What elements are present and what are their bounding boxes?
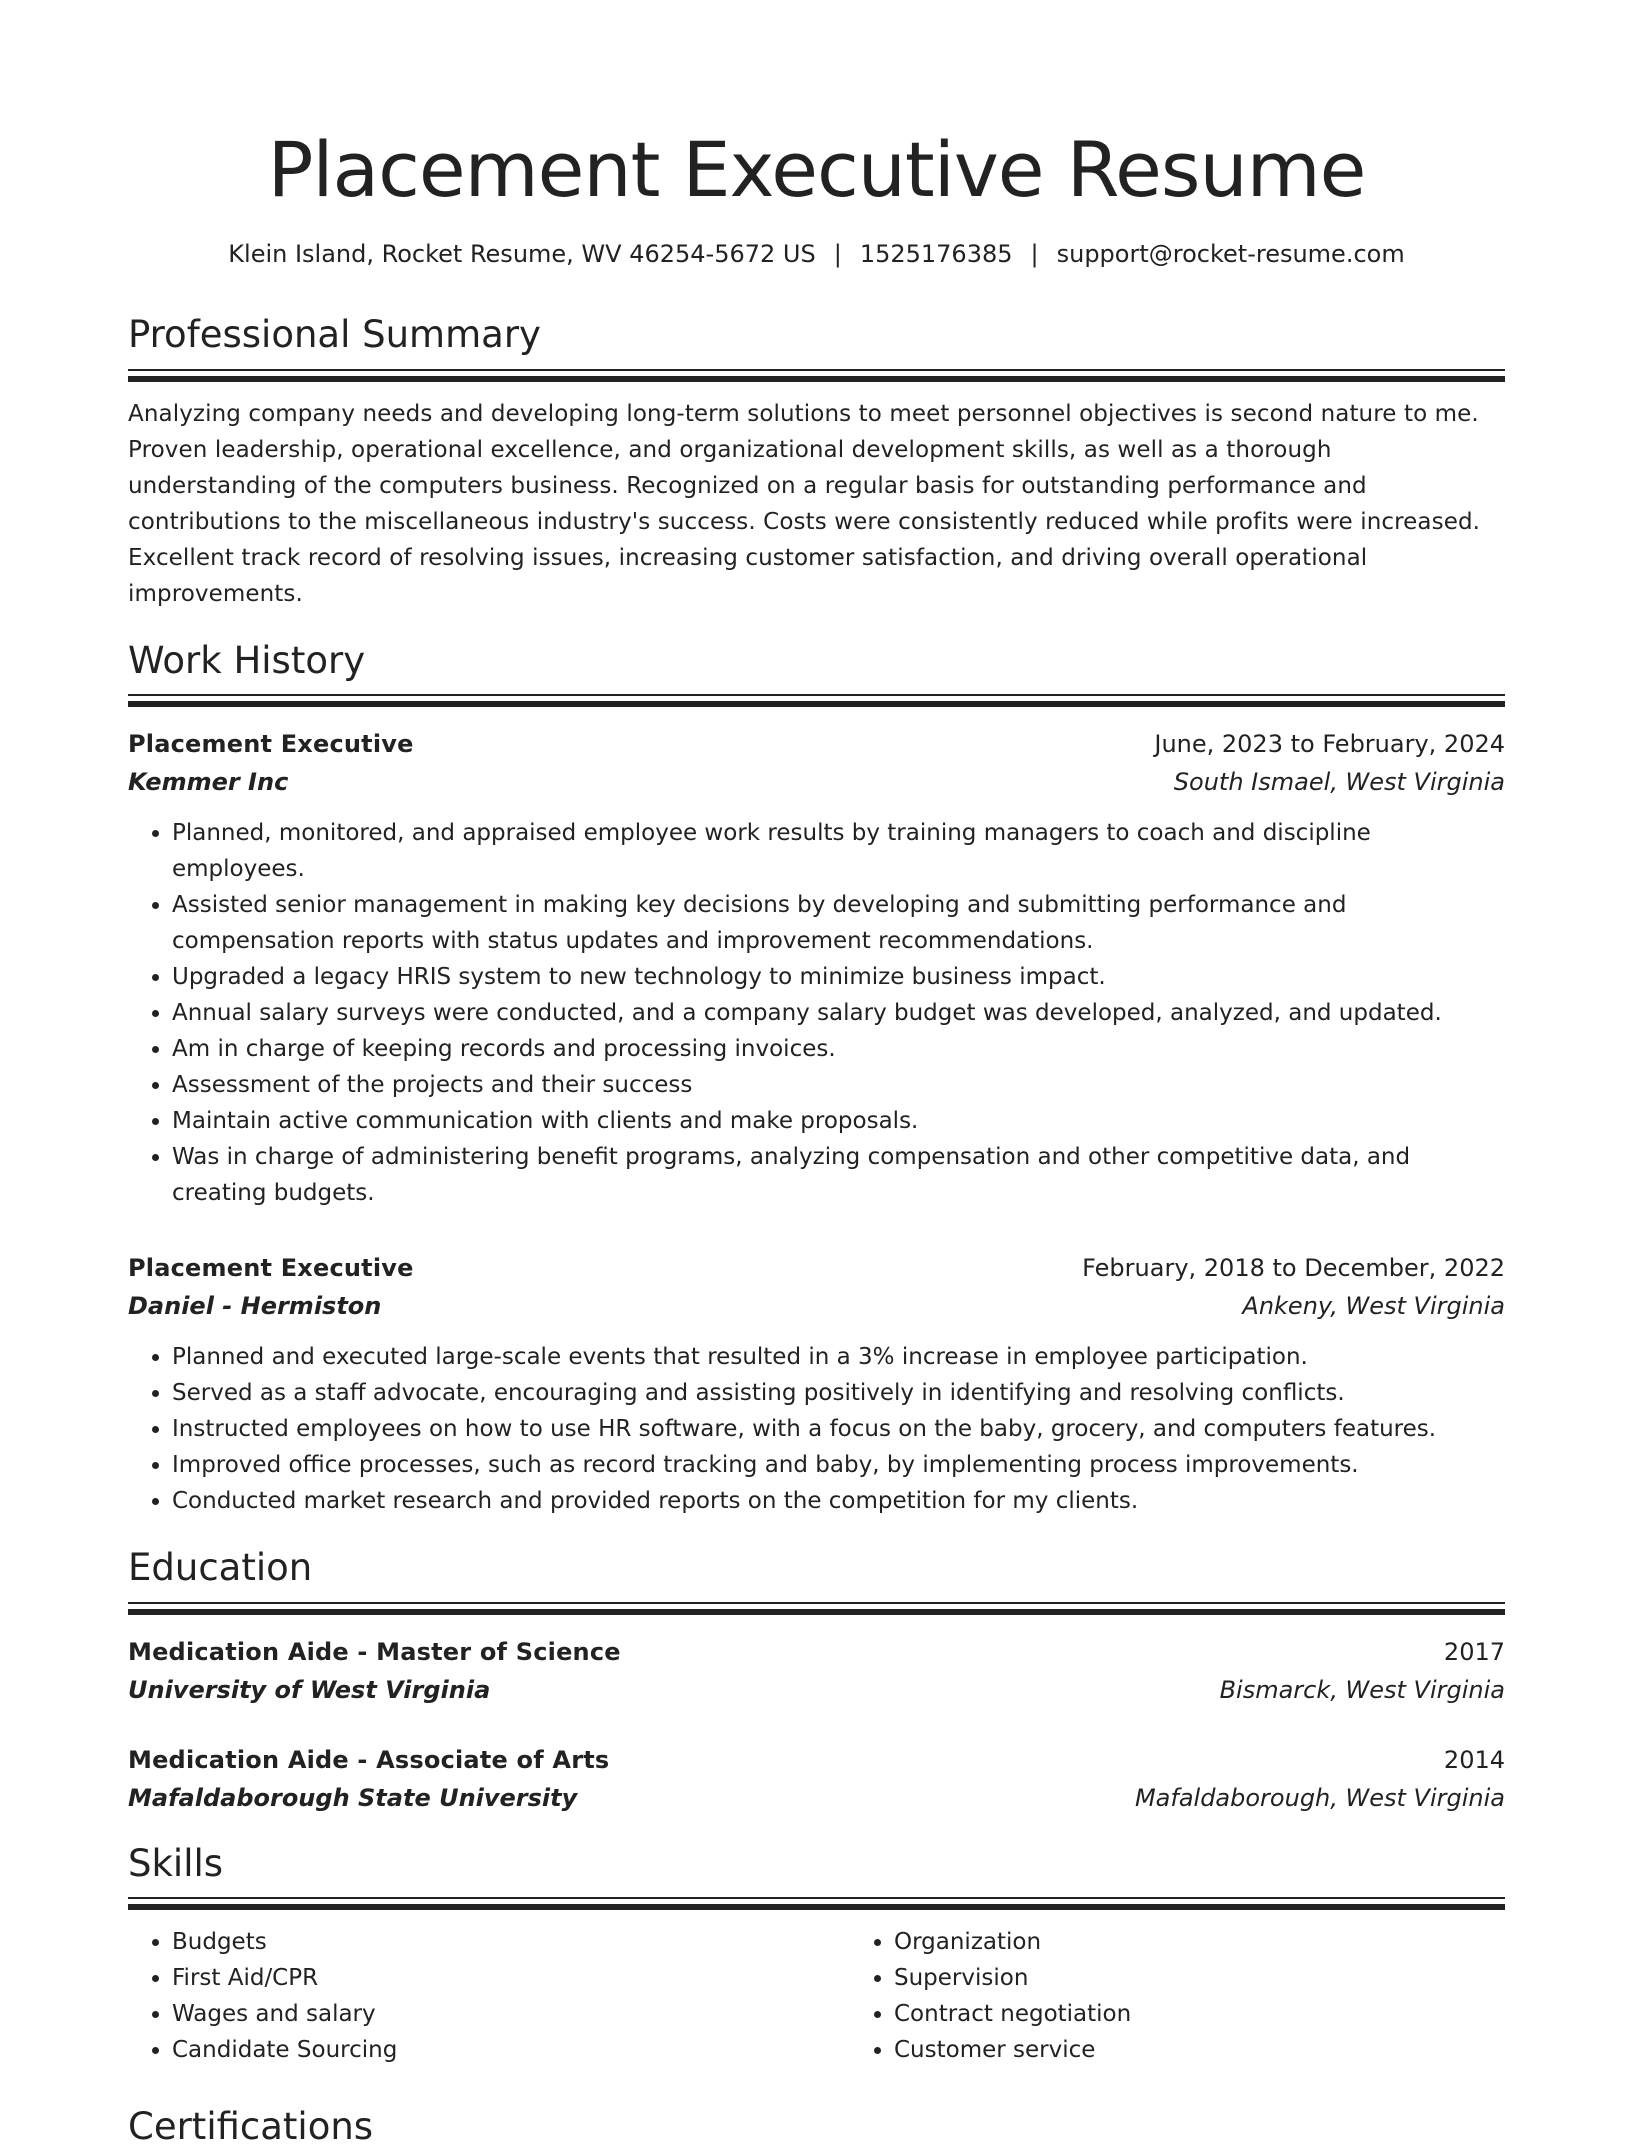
job-entry	[128, 725, 1505, 1211]
work-history-section	[128, 640, 1505, 1520]
job-dates: February, 2018 to December, 2022	[1082, 1254, 1505, 1283]
job-bullet: • Was in charge of administering benefit programs, analyzing compensation and other competitive data, and creating budgets.	[172, 1139, 1505, 1211]
education-degree: Medication Aide - Master of Science	[128, 1637, 621, 1666]
contact-separator: |	[1030, 240, 1039, 268]
education-school-row	[128, 1671, 1505, 1709]
resume-title: Placement Executive Resume	[267, 125, 1366, 214]
summary-section	[128, 314, 1505, 612]
job-bullet: • Planned and executed large-scale events that resulted in a 3% increase in employee participation.	[172, 1339, 1505, 1375]
education-header-row	[128, 1741, 1505, 1779]
education-location: Bismarck, West Virginia	[1219, 1675, 1505, 1704]
skill-item: • Organization	[894, 1924, 1505, 1960]
section-rule	[128, 1897, 1505, 1910]
skill-item: • Supervision	[894, 1960, 1505, 1996]
job-title: Placement Executive	[128, 730, 414, 759]
job-location: South Ismael, West Virginia	[1173, 768, 1505, 797]
job-bullet: • Am in charge of keeping records and processing invoices.	[172, 1031, 1505, 1067]
job-bullet: • Assisted senior management in making key decisions by developing and submitting performance and compensation reports with status updates and improvement recommendations.	[172, 887, 1505, 959]
section-title-education: Education	[128, 1546, 313, 1590]
job-bullet: • Annual salary surveys were conducted, and a company salary budget was developed, analyzed, and updated.	[172, 995, 1505, 1031]
education-entry	[128, 1741, 1505, 1817]
education-year: 2017	[1443, 1637, 1505, 1666]
job-bullet: • Planned, monitored, and appraised employee work results by training managers to coach and discipline employees.	[172, 815, 1505, 887]
education-location: Mafaldaborough, West Virginia	[1134, 1783, 1505, 1812]
job-bullet: • Maintain active communication with clients and make proposals.	[172, 1103, 1505, 1139]
skill-item: • Candidate Sourcing	[172, 2032, 850, 2068]
job-header-row	[128, 725, 1505, 763]
job-location: Ankeny, West Virginia	[1242, 1292, 1505, 1321]
section-rule	[128, 369, 1505, 382]
section-title-summary: Professional Summary	[128, 313, 541, 356]
job-bullet: • Conducted market research and provided reports on the competition for my clients.	[172, 1483, 1505, 1519]
job-title: Placement Executive	[128, 1254, 414, 1283]
job-entry	[128, 1249, 1505, 1519]
skill-item: • First Aid/CPR	[172, 1960, 850, 1996]
contact-phone: 1525176385	[859, 240, 1013, 268]
skill-item: • Customer service	[894, 2032, 1505, 2068]
contact-email: support@rocket-resume.com	[1056, 240, 1405, 268]
contact-address: Klein Island, Rocket Resume, WV 46254-5672 US	[228, 240, 816, 268]
job-company: Daniel - Hermiston	[128, 1292, 382, 1321]
education-entry	[128, 1633, 1505, 1709]
summary-text: Analyzing company needs and developing long-term solutions to meet personnel objectives is second nature to me. Proven leadership, operational excellence, and organizational development skills, as well as a thorough understanding of the computers business. Recognized on a regular basis for outstanding performance and contributions to the miscellaneous industry's success. Costs were consistently reduced while profits were increased. Excellent track record of resolving issues, increasing customer satisfaction, and driving overall operational improvements.	[128, 400, 1481, 607]
section-title-skills: Skills	[128, 1841, 224, 1885]
job-bullet: • Assessment of the projects and their success	[172, 1067, 1505, 1103]
contact-line	[128, 240, 1505, 268]
section-title-work-history: Work History	[128, 638, 366, 682]
skill-item: • Budgets	[172, 1924, 850, 1960]
skills-column-left	[128, 1924, 850, 2068]
skill-item: • Wages and salary	[172, 1996, 850, 2032]
job-bullet: • Instructed employees on how to use HR software, with a focus on the baby, grocery, and computers features.	[172, 1411, 1505, 1447]
skills-grid	[128, 1924, 1505, 2068]
job-header-row	[128, 1249, 1505, 1287]
education-school: University of West Virginia	[128, 1675, 491, 1704]
section-title-certifications: Certifications	[128, 2105, 374, 2149]
education-school: Mafaldaborough State University	[128, 1783, 578, 1812]
education-header-row	[128, 1633, 1505, 1671]
skills-column-right	[850, 1924, 1505, 2068]
education-school-row	[128, 1779, 1505, 1817]
skills-section	[128, 1843, 1505, 2069]
job-company-row	[128, 1287, 1505, 1325]
job-bullet: • Served as a staff advocate, encouraging and assisting positively in identifying and resolving conflicts.	[172, 1375, 1505, 1411]
section-rule	[128, 1602, 1505, 1615]
job-company-row	[128, 763, 1505, 801]
job-bullets	[128, 815, 1505, 1211]
contact-separator: |	[833, 240, 842, 268]
job-bullet: • Upgraded a legacy HRIS system to new technology to minimize business impact.	[172, 959, 1505, 995]
job-bullet: • Improved office processes, such as record tracking and baby, by implementing process improvements.	[172, 1447, 1505, 1483]
job-dates: June, 2023 to February, 2024	[1154, 730, 1505, 759]
education-year: 2014	[1443, 1745, 1505, 1774]
section-rule	[128, 694, 1505, 707]
skill-item: • Contract negotiation	[894, 1996, 1505, 2032]
education-degree: Medication Aide - Associate of Arts	[128, 1745, 610, 1774]
job-company: Kemmer Inc	[128, 768, 289, 797]
education-section	[128, 1547, 1505, 1817]
job-bullets	[128, 1339, 1505, 1519]
